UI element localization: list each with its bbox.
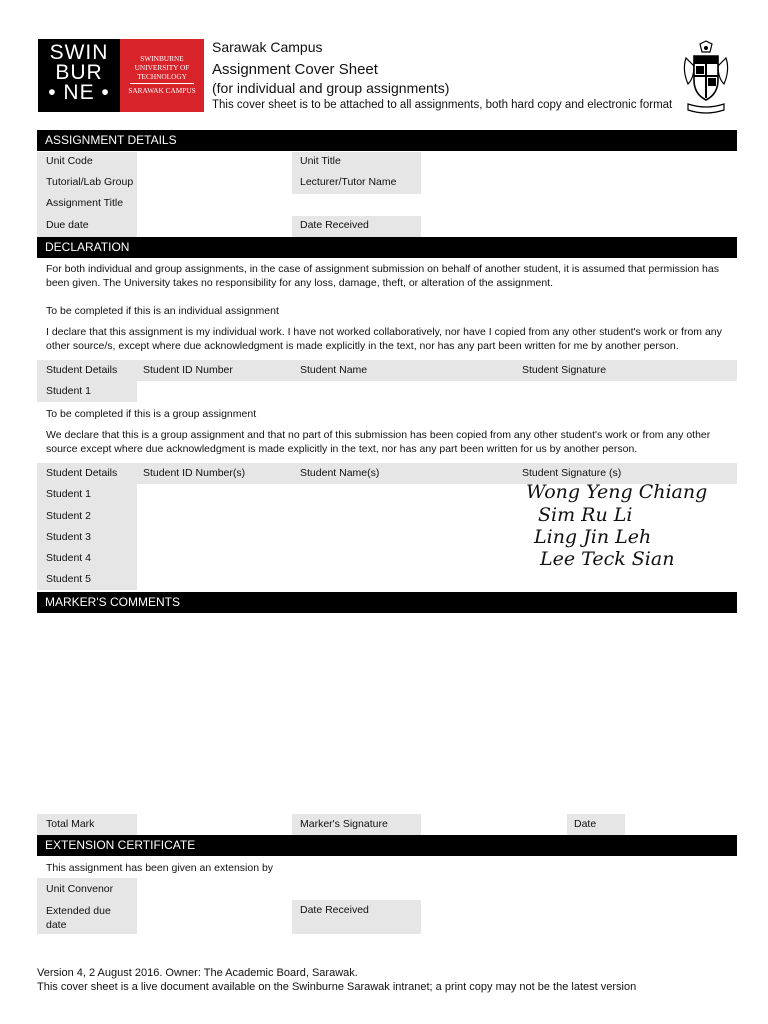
marker-signature-label: Marker's Signature xyxy=(300,818,388,830)
row-label: Student 2 xyxy=(46,510,91,522)
logo-wordmark xyxy=(38,39,120,112)
total-mark-label: Total Mark xyxy=(46,818,95,830)
page-title: Assignment Cover Sheet xyxy=(212,61,378,78)
campus-name: Sarawak Campus xyxy=(212,39,323,55)
assignment-title-label: Assignment Title xyxy=(46,197,124,209)
individual-header-row xyxy=(37,360,737,381)
logo-red-line: TECHNOLOGY xyxy=(137,72,187,81)
table-header: Student ID Number xyxy=(143,364,233,376)
date-label: Date xyxy=(574,818,597,830)
version-line: Version 4, 2 August 2016. Owner: The Academic Board, Sarawak. xyxy=(37,967,358,979)
handwritten-signature: Wong Yeng Chiang xyxy=(526,481,708,503)
table-header: Student Details xyxy=(46,467,118,479)
extension-date-received-label: Date Received xyxy=(300,904,369,916)
extension-intro: This assignment has been given an extension by xyxy=(46,862,274,874)
group-declaration: We declare that this is a group assignment and that no part of this submission has been copied from any other student's work or from any other source except where due acknowledgment is made explicitly in the text, nor has any part been written for us by another person. xyxy=(46,429,711,455)
table-header: Student Details xyxy=(46,364,118,376)
table-header: Student Signature xyxy=(522,364,607,376)
tutorial-group-label: Tutorial/Lab Group xyxy=(46,176,134,188)
unit-code-label: Unit Code xyxy=(46,155,93,167)
extended-due-date-label: Extended due date xyxy=(46,905,111,931)
handwritten-signature: Ling Jin Leh xyxy=(534,526,652,548)
logo-text-block xyxy=(120,39,204,112)
cover-note: This cover sheet is to be attached to all assignments, both hard copy and electronic format xyxy=(212,99,673,111)
table-header: Student Signature (s) xyxy=(522,467,622,479)
section-heading-marker-comments: MARKER'S COMMENTS xyxy=(37,592,737,613)
logo-line: BUR xyxy=(55,61,103,84)
unit-convenor-label: Unit Convenor xyxy=(46,883,114,895)
row-label: Student 1 xyxy=(46,488,91,500)
row-label: Student 3 xyxy=(46,531,91,543)
row-label: Student 1 xyxy=(46,385,91,397)
individual-intro: To be completed if this is an individual assignment xyxy=(46,305,279,317)
table-header: Student ID Number(s) xyxy=(143,467,246,479)
row-label: Student 4 xyxy=(46,552,91,564)
row-label: Student 5 xyxy=(46,573,91,585)
lecturer-label: Lecturer/Tutor Name xyxy=(300,176,397,188)
unit-title-label: Unit Title xyxy=(300,155,341,167)
table-header: Student Name(s) xyxy=(300,467,380,479)
handwritten-signature: Lee Teck Sian xyxy=(540,548,675,570)
individual-declaration: I declare that this assignment is my individual work. I have not worked collaboratively, nor have I copied from any other student's work or from any other source/s, except where due acknowledgment is made explicitly in the text, nor has any part been written for me by another person. xyxy=(46,326,722,352)
logo-red-line: SARAWAK CAMPUS xyxy=(128,86,196,95)
page-subtitle: (for individual and group assignments) xyxy=(212,80,450,96)
declaration-paragraph: For both individual and group assignments, in the case of assignment submission on behalf of another student, it is assumed that permission has been given. The University takes no responsibility for any loss, damage, theft, or alteration of the assignment. xyxy=(46,263,719,289)
university-crest-icon xyxy=(680,40,732,114)
live-document-note: This cover sheet is a live document available on the Swinburne Sarawak intranet; a print copy may not be the latest version xyxy=(37,981,637,993)
due-date-label: Due date xyxy=(46,219,89,231)
logo-red-line: SWINBURNE xyxy=(140,54,184,63)
logo-line: • NE • xyxy=(48,81,110,104)
date-received-label: Date Received xyxy=(300,219,369,231)
group-intro: To be completed if this is a group assignment xyxy=(46,408,257,420)
section-heading-declaration: DECLARATION xyxy=(37,237,737,258)
section-heading-assignment-details: ASSIGNMENT DETAILS xyxy=(37,130,737,151)
table-header: Student Name xyxy=(300,364,368,376)
logo-line: SWIN xyxy=(49,41,109,64)
handwritten-signature: Sim Ru Li xyxy=(538,504,633,526)
section-heading-extension: EXTENSION CERTIFICATE xyxy=(37,835,737,856)
logo-red-line: UNIVERSITY OF xyxy=(134,63,190,72)
